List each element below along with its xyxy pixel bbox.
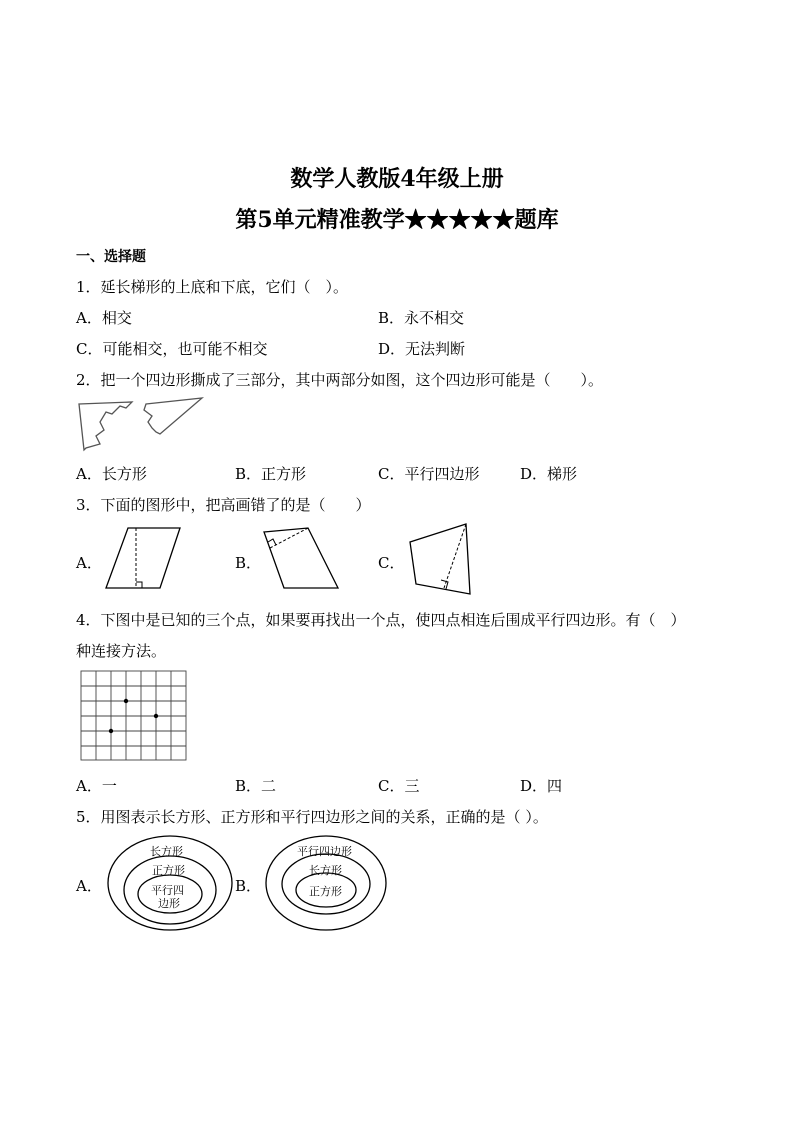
- grid-point-1: [124, 699, 128, 703]
- torn-quadrilateral-pieces-figure: [76, 396, 206, 452]
- question-3-stem: 3．下面的图形中，把高画错了的是（ ）: [76, 496, 371, 514]
- question-2-option-d: D．梯形: [520, 465, 578, 483]
- page-title: 数学人教版4年级上册: [290, 166, 504, 192]
- diagram-a-middle-label: 正方形: [152, 864, 185, 877]
- diagram-b-inner-label: 正方形: [309, 885, 342, 898]
- grid-point-2: [154, 714, 158, 718]
- parallelogram-height-figure-b: [262, 526, 342, 590]
- question-4-option-b: B．二: [235, 777, 277, 795]
- question-4-option-d: D．四: [520, 777, 563, 795]
- page-subtitle: 第5单元精准教学★★★★★题库: [235, 207, 559, 233]
- question-2-option-b: B．正方形: [235, 465, 307, 483]
- question-1-option-c: C．可能相交，也可能不相交: [76, 340, 268, 358]
- diagram-a-inner-label-2: 边形: [158, 897, 180, 910]
- diagram-a-inner-label-1: 平行四: [151, 884, 184, 897]
- diagram-b-outer-label: 平行四边形: [297, 845, 352, 858]
- question-5-label-b: B．: [235, 877, 262, 895]
- grid-point-3: [109, 729, 113, 733]
- question-5-stem: 5．用图表示长方形、正方形和平行四边形之间的关系，正确的是（ ）。: [76, 808, 548, 826]
- diagram-a-outer-label: 长方形: [150, 845, 183, 858]
- parallelogram-height-figure-a: [104, 526, 184, 590]
- question-4-option-c: C．三: [378, 777, 420, 795]
- question-1-option-b: B．永不相交: [378, 309, 465, 327]
- question-5-label-a: A．: [76, 877, 102, 895]
- diagram-b-middle-label: 长方形: [309, 864, 342, 877]
- section-heading: 一、选择题: [76, 249, 146, 265]
- question-4-option-a: A．一: [76, 777, 117, 795]
- question-1-option-d: D．无法判断: [378, 340, 466, 358]
- question-3-label-a: A．: [76, 554, 102, 572]
- torn-piece-right: [144, 398, 202, 434]
- question-4-stem-line2: 种连接方法。: [76, 642, 167, 660]
- question-1-option-a: A．相交: [76, 309, 132, 327]
- question-4-stem-line1: 4．下图中是已知的三个点，如果要再找出一个点，使四点相连后围成平行四边形。有（ ）: [76, 611, 686, 629]
- question-1-stem: 1．延长梯形的上底和下底，它们（ ）。: [76, 278, 349, 296]
- question-3-label-c: C．: [378, 554, 405, 572]
- dot-grid-figure: [80, 670, 188, 762]
- trapezoid-height-figure-c: [408, 522, 472, 596]
- question-2-option-a: A．长方形: [76, 465, 147, 483]
- question-3-label-b: B．: [235, 554, 262, 572]
- question-2-option-c: C．平行四边形: [378, 465, 480, 483]
- torn-piece-left: [79, 402, 132, 450]
- question-2-stem: 2．把一个四边形撕成了三部分，其中两部分如图，这个四边形可能是（ ）。: [76, 371, 604, 389]
